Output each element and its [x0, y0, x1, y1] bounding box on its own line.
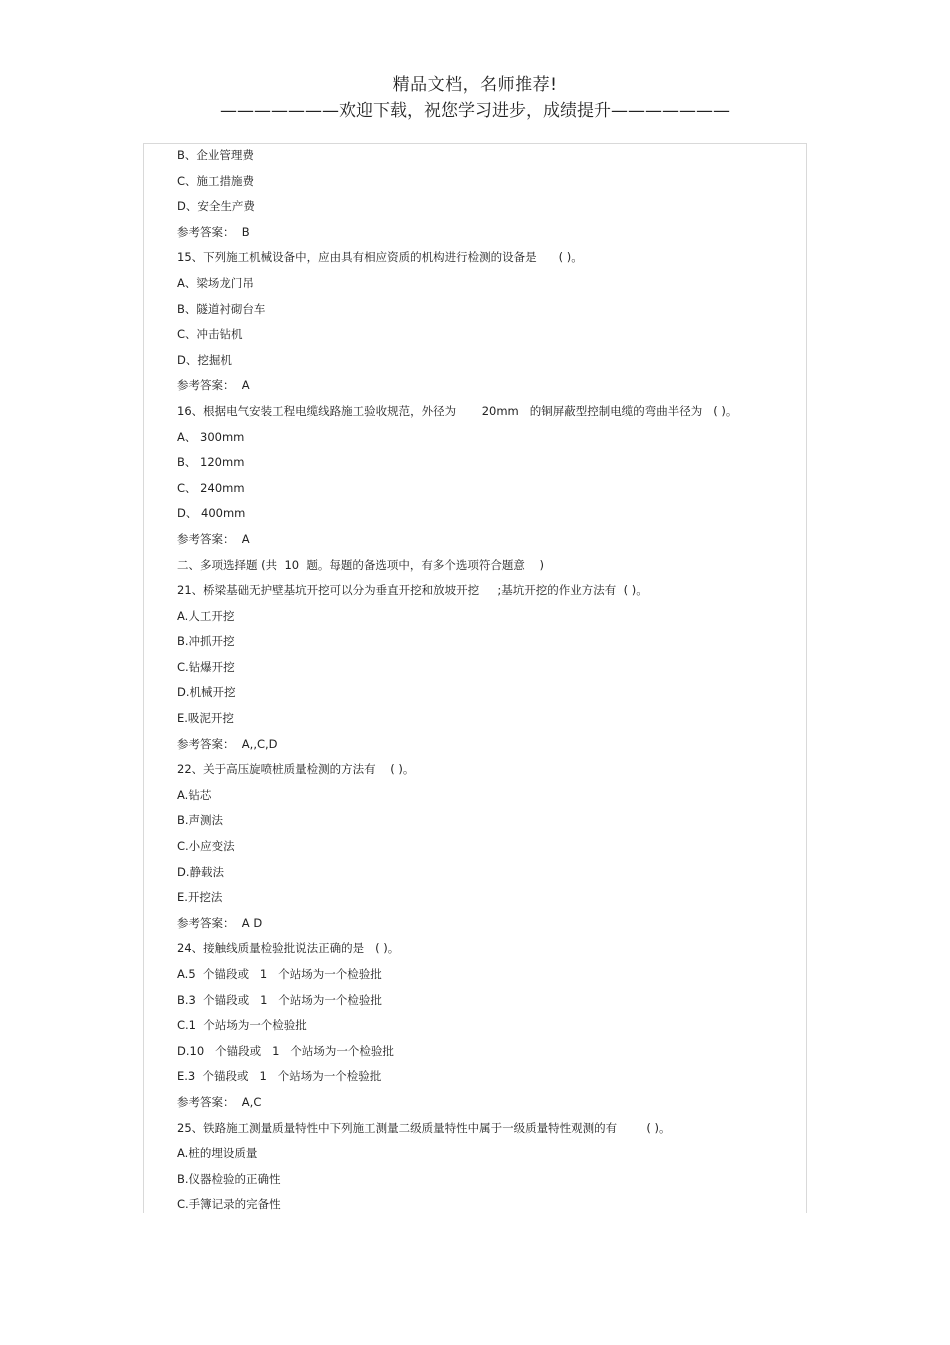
option-line: B.声测法: [177, 813, 224, 828]
option-line: D.机械开挖: [177, 685, 236, 700]
option-line: C、冲击钻机: [177, 327, 243, 342]
option-line: E.开挖法: [177, 890, 223, 905]
answer-line: 参考答案： A: [177, 378, 250, 393]
section-heading: 二、多项选择题 (共 10 题。每题的备选项中，有多个选项符合题意 ): [177, 557, 545, 572]
answer-line: 参考答案： A: [177, 531, 250, 546]
answer-line: 参考答案： A,,C,D: [177, 736, 278, 751]
option-line: E.吸泥开挖: [177, 711, 234, 726]
option-line: C.手簿记录的完备性: [177, 1197, 281, 1212]
option-line: D.静载法: [177, 864, 225, 879]
document-body: [177, 146, 737, 1221]
option-line: B、企业管理费: [177, 148, 254, 162]
option-line: E.3 个锚段或 1 个站场为一个检验批: [177, 1069, 382, 1084]
option-line: B.3 个锚段或 1 个站场为一个检验批: [177, 992, 382, 1007]
page-header-subtitle: ———————欢迎下载，祝您学习进步，成绩提升———————: [220, 101, 730, 121]
option-line: B.仪器检验的正确性: [177, 1171, 281, 1186]
option-line: A.钻芯: [177, 787, 212, 802]
option-line: B、隧道衬砌台车: [177, 301, 266, 316]
question-line: 24、接触线质量检验批说法正确的是 ( )。: [177, 941, 400, 956]
question-line: 16、根据电气安装工程电缆线路施工验收规范，外径为 20mm 的铜屏蔽型控制电缆的弯曲半径为 ( )。: [177, 403, 738, 418]
option-line: A.桩的埋设质量: [177, 1146, 258, 1161]
option-line: C.小应变法: [177, 839, 235, 854]
option-line: B、 120mm: [177, 455, 245, 470]
question-line: 21、桥梁基础无护壁基坑开挖可以分为垂直开挖和放坡开挖 ;基坑开挖的作业方法有 ( )。: [177, 583, 648, 598]
answer-line: 参考答案： B: [177, 224, 250, 239]
option-line: C.1 个站场为一个检验批: [177, 1018, 307, 1033]
question-line: 22、关于高压旋喷桩质量检测的方法有 ( )。: [177, 762, 415, 777]
page-header-title: 精品文档，名师推荐!: [392, 75, 558, 95]
answer-line: 参考答案： A,C: [177, 1094, 262, 1109]
option-line: D、安全生产费: [177, 199, 255, 214]
question-line: 25、铁路施工测量质量特性中下列施工测量二级质量特性中属于一级质量特性观测的有 ( )。: [177, 1120, 671, 1135]
option-line: C、 240mm: [177, 480, 245, 495]
option-line: A.人工开挖: [177, 608, 235, 623]
option-line: A、 300mm: [177, 429, 245, 444]
option-line: D、挖掘机: [177, 352, 232, 367]
option-line: B.冲抓开挖: [177, 634, 235, 649]
answer-line: 参考答案： A D: [177, 915, 263, 930]
option-line: D.10 个锚段或 1 个站场为一个检验批: [177, 1043, 394, 1058]
option-line: C.钻爆开挖: [177, 659, 235, 674]
option-line: C、施工措施费: [177, 173, 255, 188]
question-line: 15、下列施工机械设备中，应由具有相应资质的机构进行检测的设备是 ( )。: [177, 250, 583, 265]
option-line: A、梁场龙门吊: [177, 275, 254, 290]
option-line: D、 400mm: [177, 506, 246, 521]
option-line: A.5 个锚段或 1 个站场为一个检验批: [177, 967, 382, 981]
